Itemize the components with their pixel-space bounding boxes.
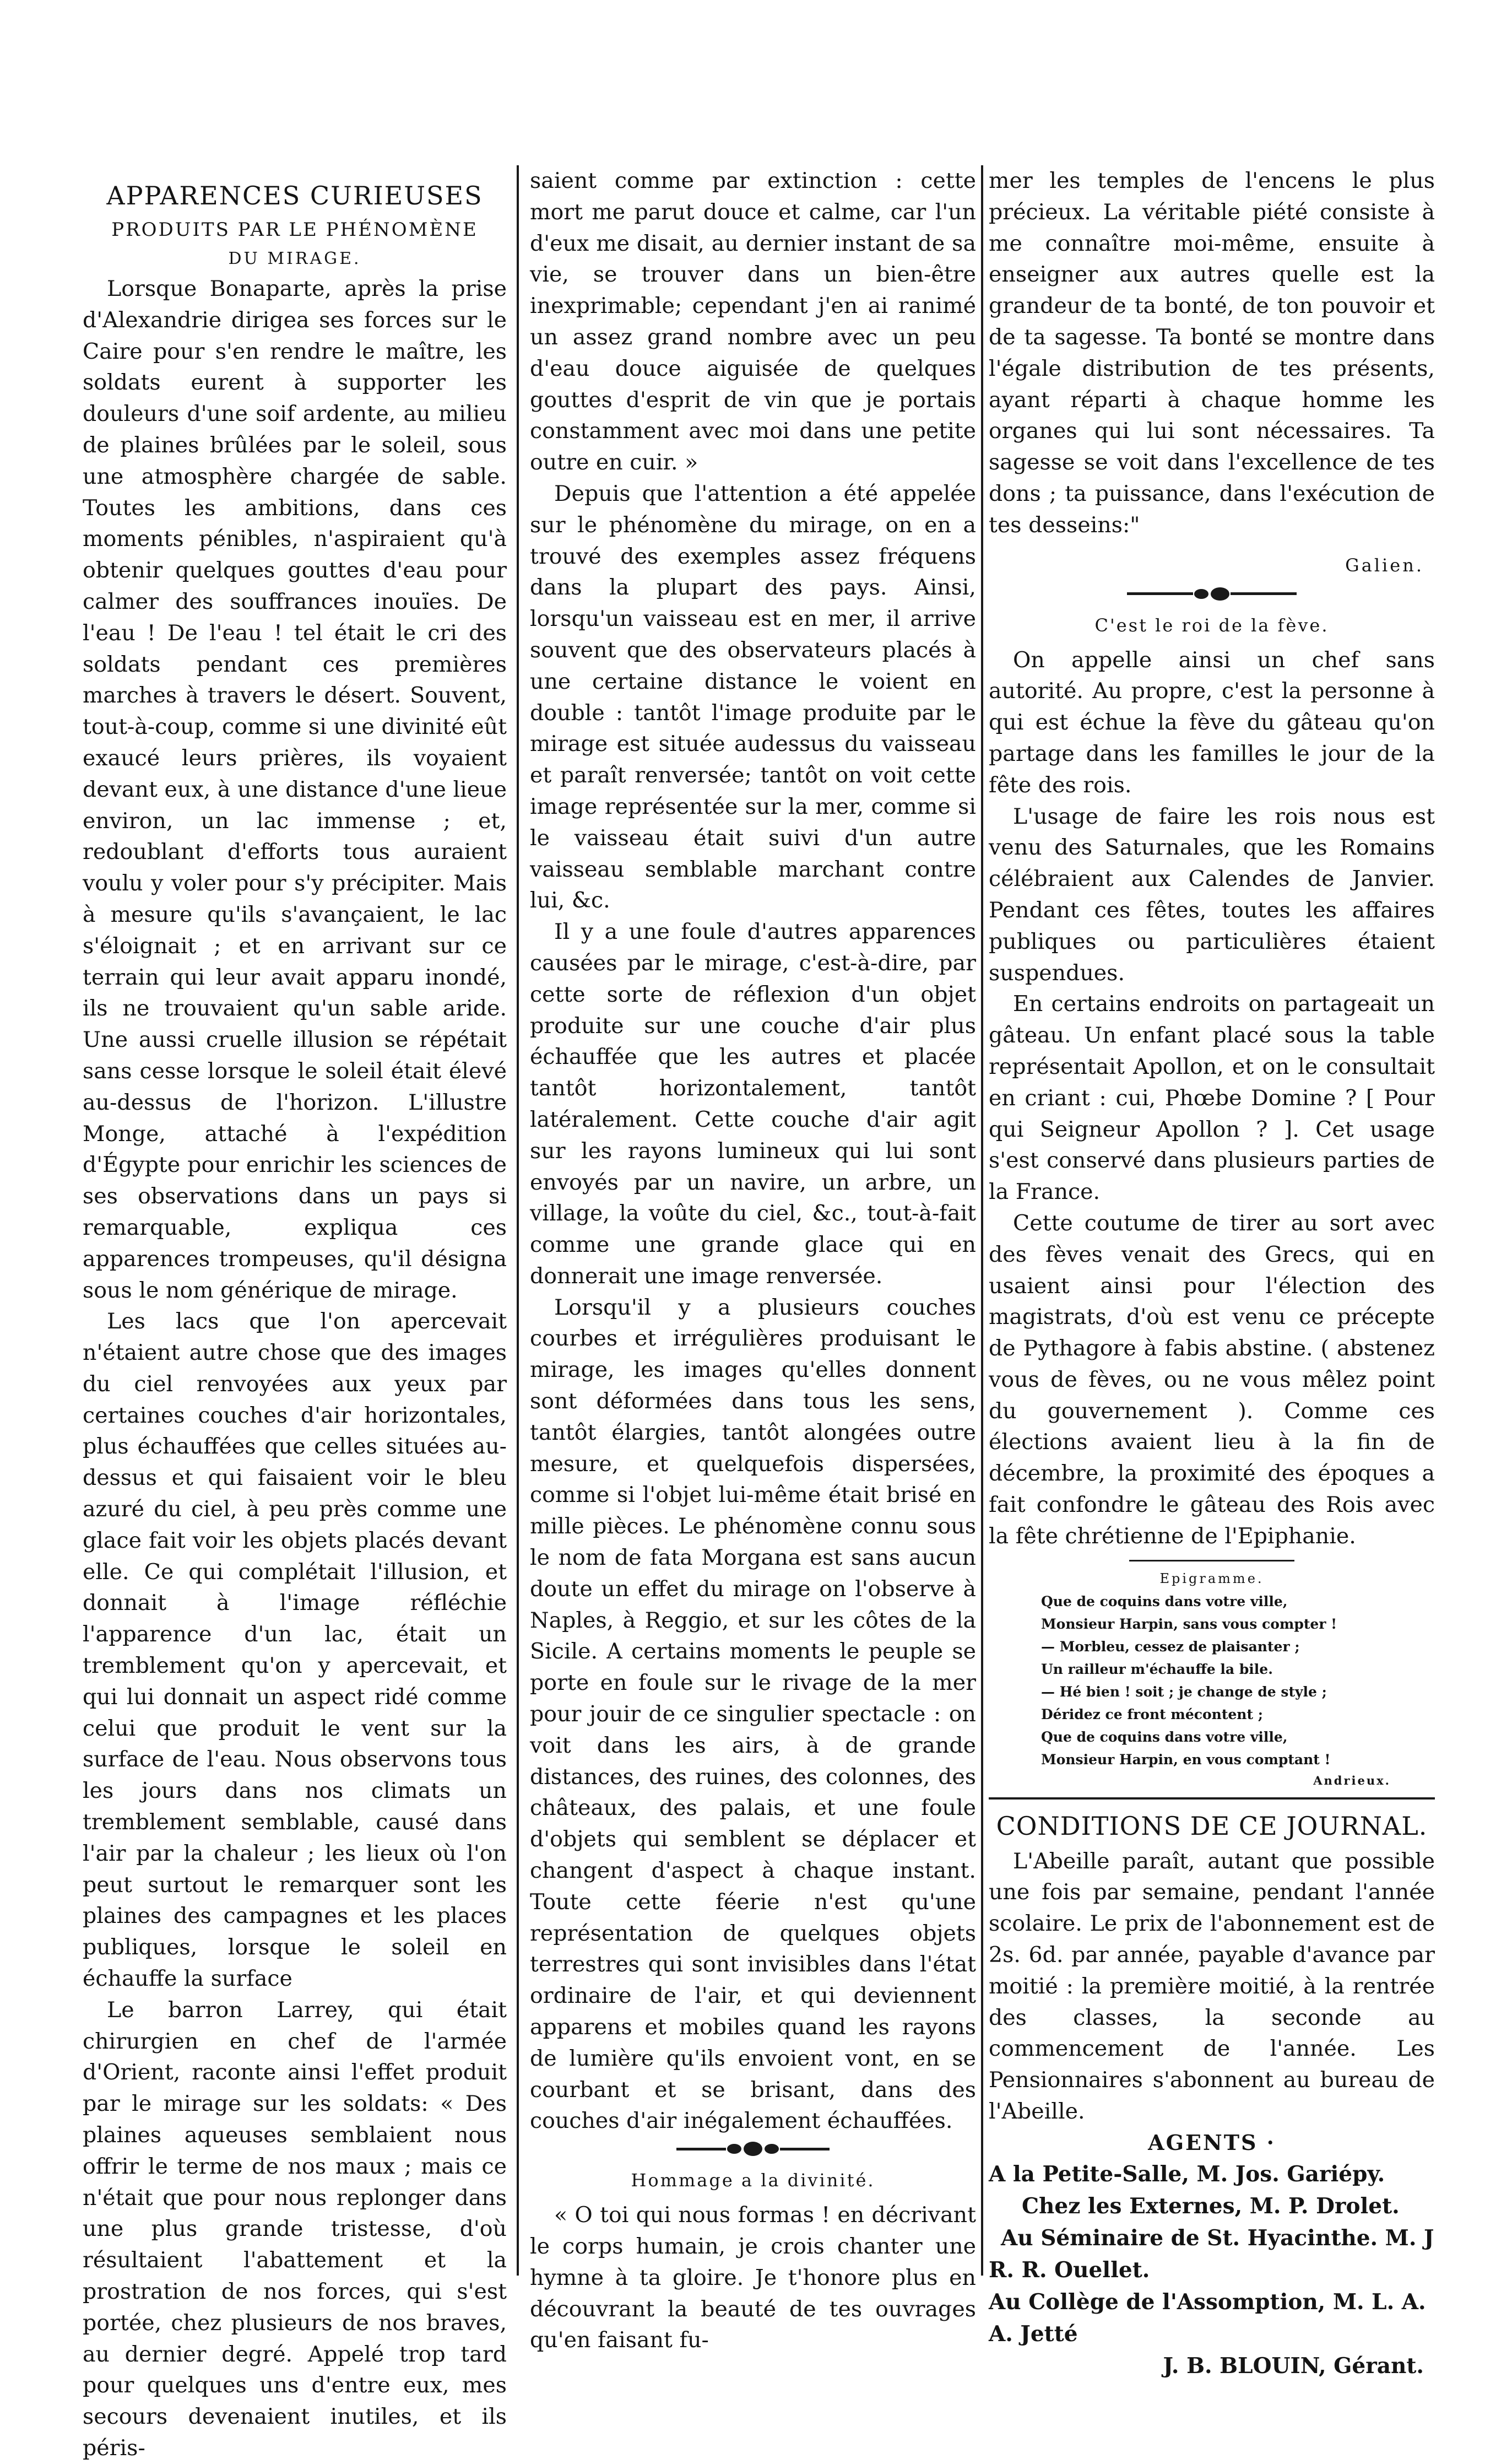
agents-title: AGENTS · [1148,2130,1276,2155]
signature: Galien. [1345,554,1424,576]
paragraph: Lorsque Bonaparte, après la prise d'Alexandrie dirigea ses forces sur le Caire pour s'en rendre le maître, les soldats eurent à supporter les douleurs d'une soif ardente, au milieu de plaines brûlées par le soleil, sous une atmosphère chargée de sable. Toutes les ambitions, dans ces moments pénibles, n'aspiraient qu'à obtenir quelques gouttes d'eau pour calmer des souffrances inouïes. De l'eau ! De l'eau ! tel était le cri des soldats pendant ces premières marches à travers le désert. Souvent, tout-à-coup, comme si une divinité eût exaucé leurs prières, ils voyaient devant eux, à une distance d'une lieue environ, un lac immense ; et, redoublant d'efforts tous auraient voulu y voler pour s'y précipiter. Mais à mesure qu'ils s'avançaient, le lac s'éloignait ; et en arrivant sur ce terrain qui leur avait apparu inondé, ils ne trouvaient qu'un sable aride. Une aussi cruelle illusion se répétait sans cesse lorsque le soleil était élevé au-dessus de l'horizon. L'illustre Monge, attaché à l'expédition d'Égypte pour enrichir les sciences de ses observations dans un pays si remarquable, expliqua ces apparences trompeuses, qu'il désigna sous le nom générique de mirage. [83,276,507,1303]
paragraph: mer les temples de l'encens le plus précieux. La véritable piété consiste à me connaître moi-même, ensuite à enseigner aux autres quelle est la grandeur de ta bonté, de ton pouvoir et de ta sagesse. Ta bonté se montre dans l'égale distribution de tes présents, ayant réparti à chaque homme les organes qui lui sont nécessaires. Ta sagesse se voit dans l'excellence de tes dons ; ta puissance, dans l'exécution de tes desseins:" [989,168,1435,538]
ornament-divider [989,582,1435,606]
paragraph: On appelle ainsi un chef sans autorité. Au propre, c'est la personne à qui est échue la fève du gâteau qu'on partage dans les familles le jour de la fête des rois. [989,647,1435,798]
ornament-divider [530,2137,976,2161]
column-rule [517,165,519,2276]
paragraph: Lorsqu'il y a plusieurs couches courbes et irrégulières produisant le mirage, les images qu'elles donnent sont déformées dans tous les sens, tantôt élargies, tantôt alongées outre mesure, et quelquefois dispersées, comme si l'objet lui-même était brisé en mille pièces. Le phénomène connu sous le nom de fata Morgana est sans aucun doute un effet du mirage on l'observe à Naples, à Reggio, et sur les côtes de la Sicile. A certains moments le peuple se porte en foule sur le rivage de la mer pour jouir de ce singulier spectacle : on voit dans les airs, à de grande distances, des ruines, des colonnes, des châteaux, des palais, et une foule d'objets qui semblent se déplacer et changent d'aspect à chaque instant. Toute cette féerie n'est qu'une représentation de quelques objets terrestres qui sont invisibles dans l'état ordinaire de l'air, et qui deviennent apparens et mobiles quand les rayons de lumière qu'ils envoient vont, en se courbant et se brisant, dans des couches d'air inégalement échauffées. [530,1294,976,2134]
epigram-title: Epigramme. [1159,1570,1264,1586]
paragraph: Cette coutume de tirer au sort avec des fèves venait des Grecs, qui en usaient ainsi pour l'élection des magistrats, d'où est venu ce précepte de Pythagore à fabis abstine. ( abstenez vous de fèves, ou ne vous mêlez point du gouvernement ). Comme ces élections avaient lieu à la fin de décembre, la proximité des époques a fait confondre le gâteau des Rois avec la fête chrétienne de l'Epiphanie. [989,1210,1435,1549]
epigram-line: Monsieur Harpin, sans vous compter ! [1041,1615,1337,1632]
paragraph: Il y a une foule d'autres apparences causées par le mirage, c'est-à-dire, par cette sorte de réflexion d'un objet produite sur une couche d'air plus échauffée que les autres et placée tantôt horizontalement, tantôt latéralement. Cette couche d'air agit sur les rayons lumineux qui lui sont envoyés par un navire, un arbre, un village, la voûte du ciel, &c., tout-à-fait comme une grande glace qui en donnerait une image renversée. [530,919,976,1289]
agent-line: Au Collège de l'Assomption, M. L. A. A. Jetté [989,2289,1426,2347]
agent-line: Au Séminaire de St. Hyacinthe. M. J [1001,2225,1434,2251]
epigram-line: Un railleur m'échauffe la bile. [1041,1661,1273,1677]
column-1 [83,176,507,2464]
paragraph: L'usage de faire les rois nous est venu des Saturnales, que les Romains célébraient aux Calendes de Janvier. Pendant ces fêtes, toutes les affaires publiques ou particulières étaient suspendues. [989,803,1435,986]
article-subtitle: PRODUITS PAR LE PHÉNOMÈNE [111,219,478,241]
epigram-line: Monsieur Harpin, en vous comptant ! [1041,1751,1331,1768]
agent-line: A la Petite-Salle, M. Jos. Gariépy. [989,2161,1385,2187]
epigram-line: Que de coquins dans votre ville, [1041,1593,1288,1609]
article-title: APPARENCES CURIEUSES [106,181,483,210]
agent-line: Chez les Externes, M. P. Drolet. [1022,2193,1400,2219]
conditions-title: CONDITIONS DE CE JOURNAL. [996,1811,1428,1841]
paragraph: saient comme par extinction : cette mort me parut douce et calme, car l'un d'eux me disait, au dernier instant de sa vie, se trouver dans un bien-être inexprimable; cependant j'en ai ranimé un assez grand nombre avec un peu d'eau douce aiguisée de quelques gouttes d'esprit de vin que je portais constamment avec moi dans une petite outre en cuir. » [530,168,976,475]
epigram-signature: Andrieux. [1313,1773,1391,1787]
paragraph: Depuis que l'attention a été appelée sur le phénomène du mirage, on en a trouvé des exemples assez fréquens dans la plupart des pays. Ainsi, lorsqu'un vaisseau est en mer, il arrive souvent que des observateurs placés à une certaine distance le voient en double : tantôt l'image produite par le mirage est située audessus du vaisseau et paraît renversée; tantôt on voit cette image représentée sur la mer, comme si le vaisseau était suivi d'un autre vaisseau semblable marchant contre lui, &c. [530,480,976,914]
agent-line: J. B. BLOUIN, Gérant. [1163,2353,1424,2379]
agent-line: R. R. Ouellet. [989,2257,1150,2283]
epigram-line: — Hé bien ! soit ; je change de style ; [1041,1683,1327,1700]
epigram-line: Déridez ce front mécontent ; [1041,1706,1263,1722]
article-subtitle-2: DU MIRAGE. [228,249,361,268]
epigram-line: Que de coquins dans votre ville, [1041,1728,1288,1745]
divider [989,1797,1435,1800]
column-rule [981,165,983,2276]
column-2 [530,165,976,2356]
paragraph: L'Abeille paraît, autant que possible une fois par semaine, pendant l'année scolaire. Le prix de l'abonnement est de 2s. 6d. par année, payable d'avance par moitié : la première moitié, à la rentrée des classes, la seconde au commencement de l'année. Les Pensionnaires s'abonnent au bureau de l'Abeille. [989,1848,1435,2125]
section-heading: C'est le roi de la fève. [1094,614,1329,636]
paragraph: Les lacs que l'on apercevait n'étaient autre chose que des images du ciel renvoyées aux yeux par certaines couches d'air horizontales, plus échauffées que celles situées au-dessus et qui faisaient voir le bleu azuré du ciel, à peu près comme une glace fait voir les objets placés devant elle. Ce qui complétait l'illusion, et donnait à l'image réfléchie l'apparence d'un lac, était un tremblement qu'on y apercevait, et qui lui donnait un aspect ridé comme celui que produit le vent sur la surface de l'eau. Nous observons tous les jours dans nos climats un tremblement semblable, causé dans l'air par la chaleur ; les lieux où l'on peut surtout le remarquer sont les plaines des campagnes et les places publiques, lorsque le soleil en échauffe la surface [83,1309,507,1992]
paragraph: Le barron Larrey, qui était chirurgien en chef de l'armée d'Orient, raconte ainsi l'effet produit par le mirage sur les soldats: « Des plaines aqueuses semblaient nous offrir le terme de nos maux ; mais ce n'était que pour nous replonger dans une plus grande tristesse, d'où résultaient l'abattement et la prostration de nos forces, qui s'est portée, chez plusieurs de nos braves, au dernier degré. Appelé trop tard pour quelques uns d'entre eux, mes secours devenaient inutiles, et ils péris- [83,1997,507,2461]
paragraph: En certains endroits on partageait un gâteau. Un enfant placé sous la table représentait Apollon, et on le consultait en criant : cui, Phœbe Domine ? [ Pour qui Seigneur Apollon ? ]. Cet usage s'est conservé dans plusieurs parties de la France. [989,991,1435,1205]
epigram-line: — Morbleu, cessez de plaisanter ; [1041,1638,1300,1655]
section-heading: Hommage a la divinité. [631,2170,875,2191]
column-3 [989,165,1435,2382]
paragraph: « O toi qui nous formas ! en décrivant le corps humain, je crois chanter une hymne à ta gloire. Je t'honore plus en découvrant la beauté de tes ouvrages qu'en faisant fu- [530,2202,976,2353]
divider [1129,1560,1294,1561]
